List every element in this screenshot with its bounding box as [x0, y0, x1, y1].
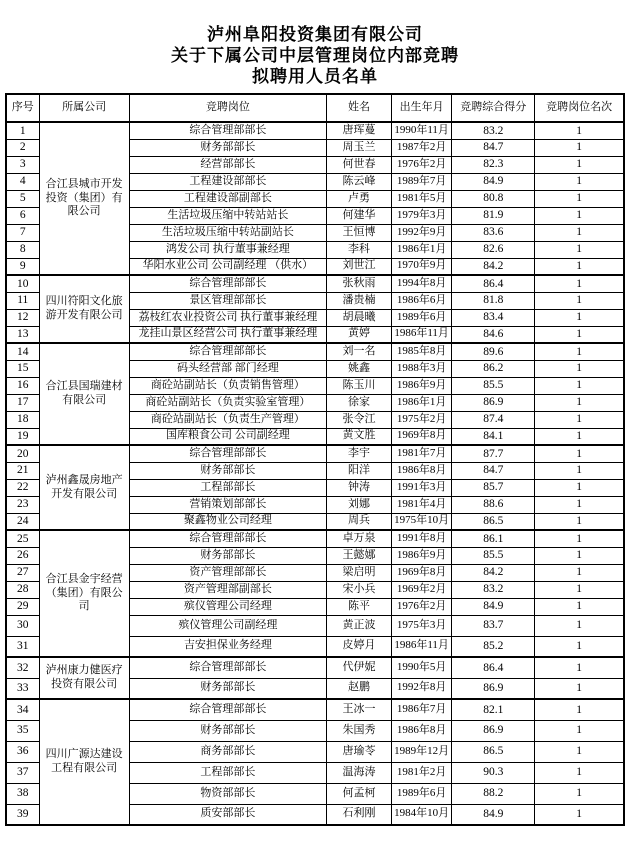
score-cell: 84.9 — [452, 173, 535, 190]
serial-cell: 11 — [6, 292, 39, 309]
position-cell: 工程部部长 — [129, 762, 326, 783]
serial-cell: 21 — [6, 462, 39, 479]
position-cell: 综合管理部部长 — [129, 343, 326, 360]
company-cell: 泸州康力健医疗投资有限公司 — [39, 657, 129, 699]
name-cell: 钟涛 — [327, 479, 392, 496]
rank-cell: 1 — [535, 547, 624, 564]
name-cell: 卢勇 — [327, 190, 392, 207]
header-cell: 出生年月 — [392, 94, 452, 122]
position-cell: 吉安担保业务经理 — [129, 636, 326, 657]
position-cell: 龙挂山景区经营公司 执行董事兼经理 — [129, 326, 326, 343]
document-title — [0, 0, 630, 87]
rank-cell: 1 — [535, 241, 624, 258]
score-cell: 86.9 — [452, 720, 535, 741]
header-cell: 所属公司 — [39, 94, 129, 122]
name-cell: 周玉兰 — [327, 139, 392, 156]
rank-cell: 1 — [535, 139, 624, 156]
birth-cell: 1981年5月 — [392, 190, 452, 207]
serial-cell: 6 — [6, 207, 39, 224]
rank-cell: 1 — [535, 258, 624, 275]
score-cell: 83.2 — [452, 122, 535, 139]
score-cell: 84.2 — [452, 258, 535, 275]
company-cell: 泸州鑫晟房地产开发有限公司 — [39, 445, 129, 530]
birth-cell: 1970年9月 — [392, 258, 452, 275]
rank-cell: 1 — [535, 530, 624, 547]
serial-cell: 20 — [6, 445, 39, 462]
rank-cell: 1 — [535, 462, 624, 479]
rank-cell: 1 — [535, 173, 624, 190]
birth-cell: 1981年4月 — [392, 496, 452, 513]
score-cell: 85.7 — [452, 479, 535, 496]
name-cell: 潘贵楠 — [327, 292, 392, 309]
score-cell: 83.4 — [452, 309, 535, 326]
score-cell: 84.2 — [452, 564, 535, 581]
rank-cell: 1 — [535, 275, 624, 292]
position-cell: 国库粮食公司 公司副经理 — [129, 428, 326, 445]
birth-cell: 1986年9月 — [392, 377, 452, 394]
position-cell: 生活垃圾压缩中转站站长 — [129, 207, 326, 224]
rank-cell: 1 — [535, 156, 624, 173]
name-cell: 周兵 — [327, 513, 392, 530]
name-cell: 何世春 — [327, 156, 392, 173]
position-cell: 聚鑫物业公司经理 — [129, 513, 326, 530]
score-cell: 86.2 — [452, 360, 535, 377]
serial-cell: 32 — [6, 657, 39, 678]
score-cell: 82.6 — [452, 241, 535, 258]
position-cell: 商砼站副站长（负责实验室管理） — [129, 394, 326, 411]
header-cell: 序号 — [6, 94, 39, 122]
name-cell: 徐家 — [327, 394, 392, 411]
table-row — [6, 699, 624, 720]
rank-cell: 1 — [535, 636, 624, 657]
score-cell: 80.8 — [452, 190, 535, 207]
birth-cell: 1989年7月 — [392, 173, 452, 190]
position-cell: 鸿发公司 执行董事兼经理 — [129, 241, 326, 258]
position-cell: 商砼站副站长（负责生产管理） — [129, 411, 326, 428]
score-cell: 86.9 — [452, 678, 535, 699]
header-cell: 竞聘岗位 — [129, 94, 326, 122]
header-cell: 竞聘综合得分 — [452, 94, 535, 122]
rank-cell: 1 — [535, 360, 624, 377]
table-row — [6, 275, 624, 292]
birth-cell: 1986年7月 — [392, 699, 452, 720]
score-cell: 89.6 — [452, 343, 535, 360]
rank-cell: 1 — [535, 762, 624, 783]
birth-cell: 1986年8月 — [392, 720, 452, 741]
title-line-2: 关于下属公司中层管理岗位内部竞聘 — [171, 46, 459, 65]
serial-cell: 35 — [6, 720, 39, 741]
company-cell: 四川符阳文化旅游开发有限公司 — [39, 275, 129, 343]
serial-cell: 26 — [6, 547, 39, 564]
serial-cell: 10 — [6, 275, 39, 292]
position-cell: 生活垃圾压缩中转站副站长 — [129, 224, 326, 241]
name-cell: 阳洋 — [327, 462, 392, 479]
score-cell: 87.7 — [452, 445, 535, 462]
rank-cell: 1 — [535, 678, 624, 699]
serial-cell: 12 — [6, 309, 39, 326]
name-cell: 黄婷 — [327, 326, 392, 343]
serial-cell: 9 — [6, 258, 39, 275]
name-cell: 何建华 — [327, 207, 392, 224]
position-cell: 财务部部长 — [129, 462, 326, 479]
serial-cell: 25 — [6, 530, 39, 547]
position-cell: 经营部部长 — [129, 156, 326, 173]
rank-cell: 1 — [535, 224, 624, 241]
birth-cell: 1992年8月 — [392, 678, 452, 699]
position-cell: 综合管理部部长 — [129, 699, 326, 720]
rank-cell: 1 — [535, 428, 624, 445]
serial-cell: 37 — [6, 762, 39, 783]
table-row — [6, 657, 624, 678]
birth-cell: 1975年2月 — [392, 411, 452, 428]
serial-cell: 3 — [6, 156, 39, 173]
birth-cell: 1969年8月 — [392, 428, 452, 445]
serial-cell: 7 — [6, 224, 39, 241]
name-cell: 胡晨曦 — [327, 309, 392, 326]
rank-cell: 1 — [535, 720, 624, 741]
birth-cell: 1990年5月 — [392, 657, 452, 678]
birth-cell: 1985年8月 — [392, 343, 452, 360]
rank-cell: 1 — [535, 479, 624, 496]
name-cell: 王冰一 — [327, 699, 392, 720]
rank-cell: 1 — [535, 309, 624, 326]
table-row — [6, 445, 624, 462]
name-cell: 黄正波 — [327, 615, 392, 636]
position-cell: 综合管理部部长 — [129, 657, 326, 678]
name-cell: 唐瑜苓 — [327, 741, 392, 762]
score-cell: 85.5 — [452, 547, 535, 564]
position-cell: 荔枝红农业投资公司 执行董事兼经理 — [129, 309, 326, 326]
name-cell: 宋小兵 — [327, 581, 392, 598]
rank-cell: 1 — [535, 207, 624, 224]
serial-cell: 4 — [6, 173, 39, 190]
birth-cell: 1981年7月 — [392, 445, 452, 462]
score-cell: 82.1 — [452, 699, 535, 720]
score-cell: 81.8 — [452, 292, 535, 309]
serial-cell: 34 — [6, 699, 39, 720]
birth-cell: 1986年6月 — [392, 292, 452, 309]
name-cell: 皮婷月 — [327, 636, 392, 657]
birth-cell: 1987年2月 — [392, 139, 452, 156]
name-cell: 刘一名 — [327, 343, 392, 360]
table-row — [6, 343, 624, 360]
serial-cell: 5 — [6, 190, 39, 207]
rank-cell: 1 — [535, 190, 624, 207]
name-cell: 卓万泉 — [327, 530, 392, 547]
table-row — [6, 122, 624, 139]
position-cell: 财务部部长 — [129, 547, 326, 564]
name-cell: 石利刚 — [327, 804, 392, 825]
position-cell: 殡仪管理公司经理 — [129, 598, 326, 615]
header-cell: 竞聘岗位名次 — [535, 94, 624, 122]
birth-cell: 1975年10月 — [392, 513, 452, 530]
rank-cell: 1 — [535, 326, 624, 343]
position-cell: 码头经营部 部门经理 — [129, 360, 326, 377]
birth-cell: 1992年9月 — [392, 224, 452, 241]
name-cell: 张令江 — [327, 411, 392, 428]
table-row — [6, 530, 624, 547]
birth-cell: 1988年3月 — [392, 360, 452, 377]
birth-cell: 1986年11月 — [392, 636, 452, 657]
name-cell: 李科 — [327, 241, 392, 258]
rank-cell: 1 — [535, 411, 624, 428]
score-cell: 85.2 — [452, 636, 535, 657]
serial-cell: 27 — [6, 564, 39, 581]
roster-table — [5, 93, 625, 826]
serial-cell: 23 — [6, 496, 39, 513]
position-cell: 财务部部长 — [129, 139, 326, 156]
serial-cell: 2 — [6, 139, 39, 156]
title-line-3: 拟聘用人员名单 — [252, 67, 378, 86]
score-cell: 84.6 — [452, 326, 535, 343]
position-cell: 华阳水业公司 公司副经理 （供水） — [129, 258, 326, 275]
position-cell: 景区管理部部长 — [129, 292, 326, 309]
position-cell: 物资部部长 — [129, 783, 326, 804]
birth-cell: 1981年2月 — [392, 762, 452, 783]
serial-cell: 19 — [6, 428, 39, 445]
serial-cell: 24 — [6, 513, 39, 530]
birth-cell: 1986年1月 — [392, 394, 452, 411]
name-cell: 姚鑫 — [327, 360, 392, 377]
rank-cell: 1 — [535, 394, 624, 411]
rank-cell: 1 — [535, 292, 624, 309]
birth-cell: 1990年11月 — [392, 122, 452, 139]
position-cell: 综合管理部部长 — [129, 122, 326, 139]
serial-cell: 30 — [6, 615, 39, 636]
serial-cell: 13 — [6, 326, 39, 343]
rank-cell: 1 — [535, 445, 624, 462]
score-cell: 84.7 — [452, 139, 535, 156]
serial-cell: 38 — [6, 783, 39, 804]
score-cell: 84.9 — [452, 598, 535, 615]
table-header — [6, 94, 624, 122]
name-cell: 王懿娜 — [327, 547, 392, 564]
rank-cell: 1 — [535, 699, 624, 720]
name-cell: 唐珲蔓 — [327, 122, 392, 139]
birth-cell: 1986年11月 — [392, 326, 452, 343]
serial-cell: 29 — [6, 598, 39, 615]
score-cell: 86.1 — [452, 530, 535, 547]
score-cell: 88.2 — [452, 783, 535, 804]
position-cell: 综合管理部部长 — [129, 275, 326, 292]
birth-cell: 1989年12月 — [392, 741, 452, 762]
birth-cell: 1986年9月 — [392, 547, 452, 564]
birth-cell: 1991年3月 — [392, 479, 452, 496]
rank-cell: 1 — [535, 343, 624, 360]
rank-cell: 1 — [535, 377, 624, 394]
name-cell: 陈玉川 — [327, 377, 392, 394]
company-cell: 四川广源达建设工程有限公司 — [39, 699, 129, 825]
serial-cell: 14 — [6, 343, 39, 360]
rank-cell: 1 — [535, 615, 624, 636]
position-cell: 财务部部长 — [129, 720, 326, 741]
name-cell: 温海涛 — [327, 762, 392, 783]
name-cell: 李宇 — [327, 445, 392, 462]
birth-cell: 1984年10月 — [392, 804, 452, 825]
serial-cell: 39 — [6, 804, 39, 825]
rank-cell: 1 — [535, 657, 624, 678]
rank-cell: 1 — [535, 741, 624, 762]
rank-cell: 1 — [535, 564, 624, 581]
position-cell: 质安部部长 — [129, 804, 326, 825]
company-cell: 合江县国瑞建材有限公司 — [39, 343, 129, 445]
serial-cell: 8 — [6, 241, 39, 258]
name-cell: 王恒博 — [327, 224, 392, 241]
score-cell: 88.6 — [452, 496, 535, 513]
score-cell: 86.9 — [452, 394, 535, 411]
score-cell: 81.9 — [452, 207, 535, 224]
serial-cell: 22 — [6, 479, 39, 496]
position-cell: 资产管理部副部长 — [129, 581, 326, 598]
score-cell: 86.5 — [452, 741, 535, 762]
birth-cell: 1986年1月 — [392, 241, 452, 258]
birth-cell: 1991年8月 — [392, 530, 452, 547]
name-cell: 刘娜 — [327, 496, 392, 513]
score-cell: 84.9 — [452, 804, 535, 825]
birth-cell: 1969年2月 — [392, 581, 452, 598]
birth-cell: 1976年2月 — [392, 156, 452, 173]
name-cell: 代伊妮 — [327, 657, 392, 678]
rank-cell: 1 — [535, 513, 624, 530]
name-cell: 赵鹏 — [327, 678, 392, 699]
score-cell: 84.1 — [452, 428, 535, 445]
company-cell: 合江县金宇经营（集团）有限公司 — [39, 530, 129, 657]
score-cell: 87.4 — [452, 411, 535, 428]
serial-cell: 16 — [6, 377, 39, 394]
name-cell: 朱国秀 — [327, 720, 392, 741]
position-cell: 工程部部长 — [129, 479, 326, 496]
header-row — [6, 94, 624, 122]
title-line-1: 泸州阜阳投资集团有限公司 — [207, 25, 423, 44]
position-cell: 工程建设部副部长 — [129, 190, 326, 207]
header-cell: 姓名 — [327, 94, 392, 122]
birth-cell: 1986年8月 — [392, 462, 452, 479]
score-cell: 86.4 — [452, 657, 535, 678]
birth-cell: 1989年6月 — [392, 783, 452, 804]
score-cell: 85.5 — [452, 377, 535, 394]
position-cell: 工程建设部部长 — [129, 173, 326, 190]
name-cell: 陈云峰 — [327, 173, 392, 190]
score-cell: 82.3 — [452, 156, 535, 173]
rank-cell: 1 — [535, 598, 624, 615]
birth-cell: 1976年2月 — [392, 598, 452, 615]
score-cell: 83.2 — [452, 581, 535, 598]
position-cell: 资产管理部部长 — [129, 564, 326, 581]
position-cell: 综合管理部部长 — [129, 445, 326, 462]
company-cell: 合江县城市开发投资（集团）有限公司 — [39, 122, 129, 275]
position-cell: 综合管理部部长 — [129, 530, 326, 547]
score-cell: 83.6 — [452, 224, 535, 241]
score-cell: 83.7 — [452, 615, 535, 636]
position-cell: 殡仪管理公司副经理 — [129, 615, 326, 636]
score-cell: 84.7 — [452, 462, 535, 479]
name-cell: 梁启明 — [327, 564, 392, 581]
score-cell: 90.3 — [452, 762, 535, 783]
name-cell: 陈平 — [327, 598, 392, 615]
birth-cell: 1975年3月 — [392, 615, 452, 636]
rank-cell: 1 — [535, 783, 624, 804]
position-cell: 营销策划部部长 — [129, 496, 326, 513]
birth-cell: 1969年8月 — [392, 564, 452, 581]
name-cell: 张秋雨 — [327, 275, 392, 292]
serial-cell: 1 — [6, 122, 39, 139]
name-cell: 何孟柯 — [327, 783, 392, 804]
rank-cell: 1 — [535, 581, 624, 598]
rank-cell: 1 — [535, 496, 624, 513]
serial-cell: 33 — [6, 678, 39, 699]
table-body — [6, 122, 624, 825]
rank-cell: 1 — [535, 122, 624, 139]
name-cell: 刘世江 — [327, 258, 392, 275]
birth-cell: 1979年3月 — [392, 207, 452, 224]
serial-cell: 18 — [6, 411, 39, 428]
position-cell: 商砼站副站长（负责销售管理） — [129, 377, 326, 394]
serial-cell: 15 — [6, 360, 39, 377]
birth-cell: 1994年8月 — [392, 275, 452, 292]
serial-cell: 17 — [6, 394, 39, 411]
score-cell: 86.5 — [452, 513, 535, 530]
position-cell: 商务部部长 — [129, 741, 326, 762]
serial-cell: 31 — [6, 636, 39, 657]
rank-cell: 1 — [535, 804, 624, 825]
serial-cell: 36 — [6, 741, 39, 762]
position-cell: 财务部部长 — [129, 678, 326, 699]
serial-cell: 28 — [6, 581, 39, 598]
name-cell: 黄文胜 — [327, 428, 392, 445]
score-cell: 86.4 — [452, 275, 535, 292]
birth-cell: 1989年6月 — [392, 309, 452, 326]
